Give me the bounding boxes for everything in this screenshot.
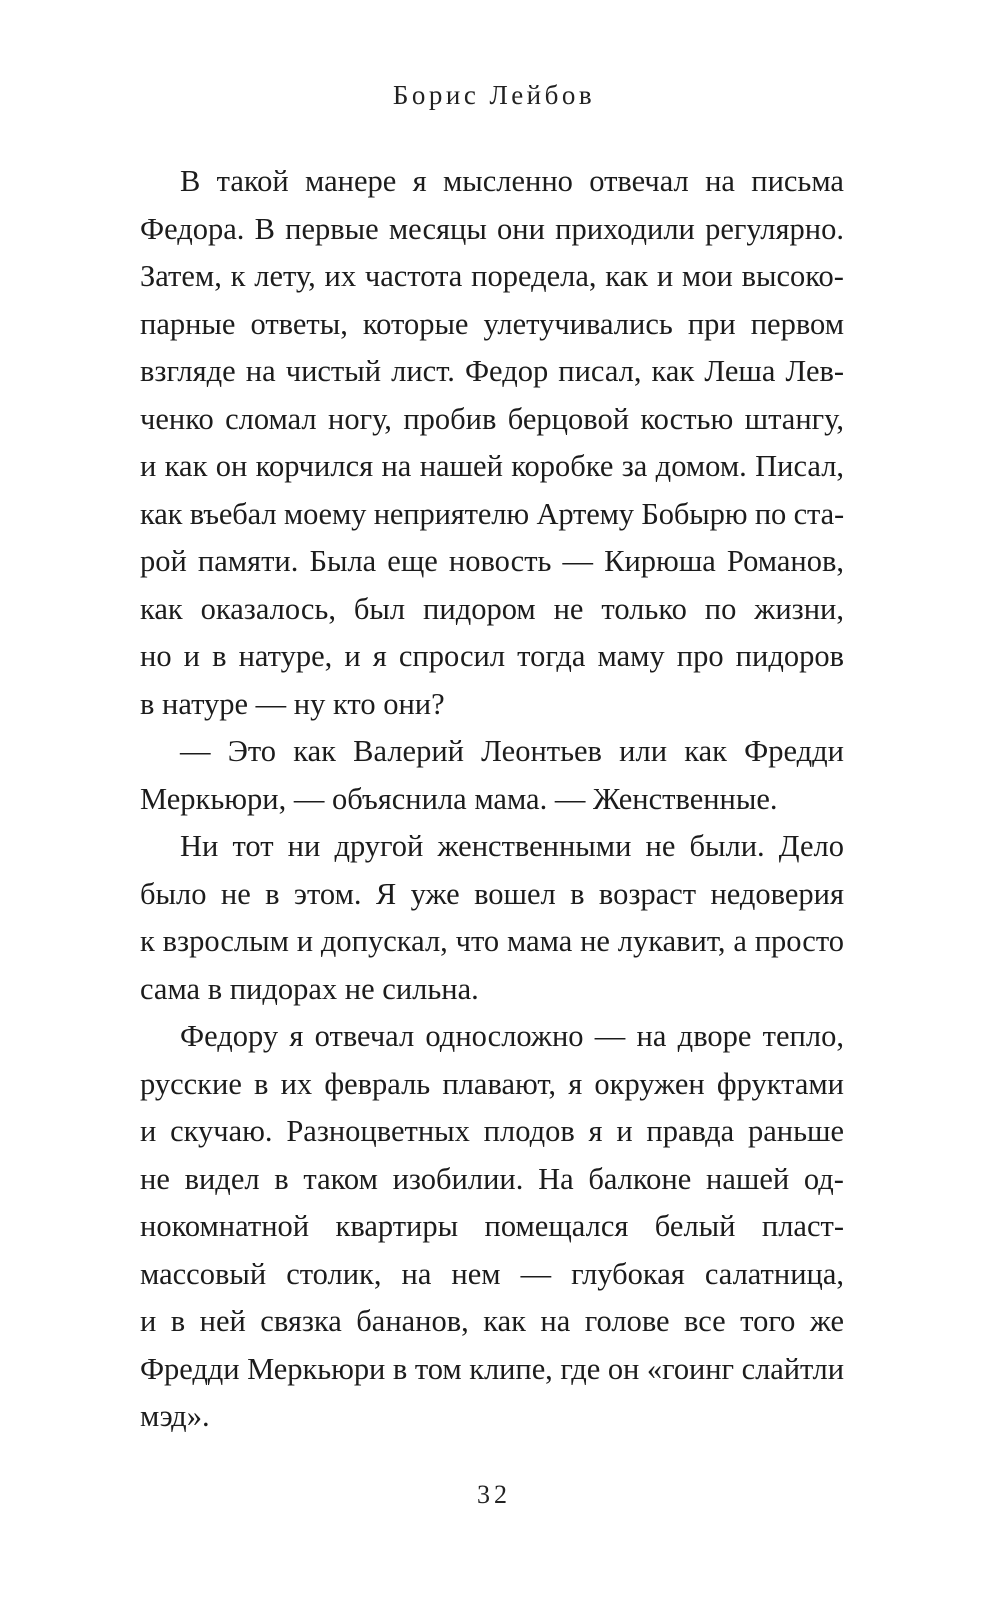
text-line: В такой манере я мысленно отвечал на письма xyxy=(180,164,844,198)
text-line: и в ней связка бананов, как на голове все того же xyxy=(140,1304,845,1338)
text-line: в натуре — ну кто они? xyxy=(140,686,445,721)
text-line: взгляде на чистый лист. Федор писал, как Леша Лев- xyxy=(140,354,845,388)
text-line: как въебал моему неприятелю Артему Бобырю по ста- xyxy=(140,496,844,531)
text-line: парные ответы, которые улетучивались при первом xyxy=(140,306,845,341)
text-line: массовый столик, на нем — глубокая салатница, xyxy=(140,1256,844,1291)
text-line: — Это как Валерий Леонтьев или как Фредди xyxy=(180,734,845,768)
text-line: к взрослым и допускал, что мама не лукавит, а просто xyxy=(140,924,845,958)
text-line: но и в натуре, и я спросил тогда маму про пидоров xyxy=(140,639,844,673)
page-number: 32 xyxy=(477,1480,511,1509)
text-line: не видел в таком изобилии. На балконе нашей од- xyxy=(140,1161,844,1196)
text-line: и как он корчился на нашей коробке за домом. Писал, xyxy=(140,449,845,483)
text-line: нокомнатной квартиры помещался белый пласт- xyxy=(140,1209,844,1243)
text-line: рой памяти. Была еще новость — Кирюша Романов, xyxy=(140,544,845,578)
text-line: было не в этом. Я уже вошел в возраст недоверия xyxy=(140,876,845,911)
text-line: Фредди Меркьюри в том клипе, где он «гоинг слайтли xyxy=(140,1351,844,1386)
text-line: как оказалось, был пидором не только по жизни, xyxy=(140,591,844,626)
text-line: ченко сломал ногу, пробив берцовой костью штангу, xyxy=(140,401,844,436)
body-text xyxy=(140,158,844,1441)
text-line: Затем, к лету, их частота поредела, как и мои высоко- xyxy=(140,259,844,293)
running-head: Борис Лейбов xyxy=(392,80,596,110)
text-line: Меркьюри, — объяснила мама. — Женственные. xyxy=(140,781,778,816)
text-line: Ни тот ни другой женственными не были. Дело xyxy=(180,829,844,863)
text-line: Федору я отвечал односложно — на дворе тепло, xyxy=(180,1019,844,1053)
text-line: мэд». xyxy=(140,1399,210,1433)
text-line: Федора. В первые месяцы они приходили регулярно. xyxy=(140,211,844,246)
text-line: и скучаю. Разноцветных плодов я и правда раньше xyxy=(140,1114,845,1148)
text-line: русские в их февраль плавают, я окружен фруктами xyxy=(140,1066,844,1101)
text-line: сама в пидорах не сильна. xyxy=(140,971,479,1006)
